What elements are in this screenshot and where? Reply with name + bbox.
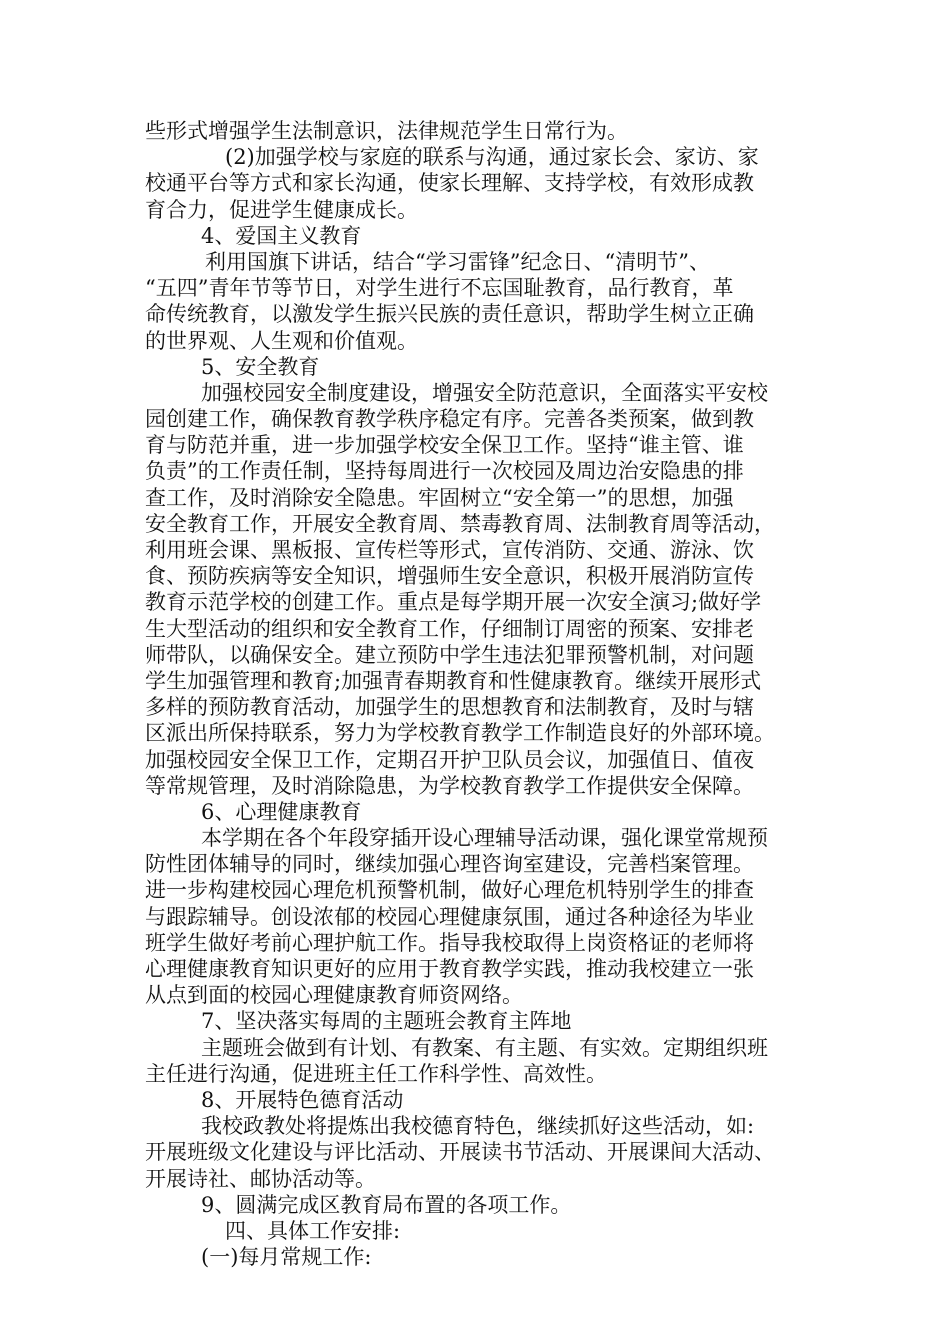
text-line: 主任进行沟通，促进班主任工作科学性、高效性。	[145, 1061, 607, 1086]
text-line: “五四”青年节等节日，对学生进行不忘国耻教育，品行教育，革	[145, 276, 734, 301]
text-line: 四、具体工作安排:	[225, 1218, 401, 1243]
text-line: 8、开展特色德育活动	[201, 1087, 404, 1112]
text-line: 些形式增强学生法制意识，法律规范学生日常行为。	[145, 119, 628, 143]
text-line: 利用班会课、黑板报、宣传栏等形式，宣传消防、交通、游泳、饮	[145, 538, 754, 562]
text-line: 开展班级文化建设与评比活动、开展读书节活动、开展课间大活动、	[145, 1140, 775, 1165]
text-line: 命传统教育，以激发学生振兴民族的责任意识，帮助学生树立正确	[145, 302, 754, 327]
text-line: 查工作，及时消除安全隐患。牢固树立“安全第一”的思想，加强	[145, 485, 734, 510]
text-line: 主题班会做到有计划、有教案、有主题、有实效。定期组织班	[201, 1035, 768, 1060]
text-line: 校通平台等方式和家长沟通，使家长理解、支持学校，有效形成教	[145, 171, 754, 196]
text-line: 区派出所保持联系，努力为学校教育教学工作制造良好的外部环境。	[145, 721, 775, 746]
text-line: 安全教育工作，开展安全教育周、禁毒教育周、法制教育周等活动，	[145, 511, 775, 536]
text-line: 教育示范学校的创建工作。重点是每学期开展一次安全演习;做好学	[145, 590, 762, 615]
text-line: 等常规管理，及时消除隐患，为学校教育教学工作提供安全保障。	[145, 773, 754, 798]
text-line: 与跟踪辅导。创设浓郁的校园心理健康氛围，通过各种途径为毕业	[145, 904, 754, 929]
text-line: 多样的预防教育活动，加强学生的思想教育和法制教育，及时与辖	[145, 695, 754, 720]
text-line: 9、圆满完成区教育局布置的各项工作。	[201, 1192, 572, 1217]
text-line: 7、坚决落实每周的主题班会教育主阵地	[201, 1009, 572, 1034]
text-line: 开展诗社、邮协活动等。	[145, 1166, 376, 1191]
text-line: 防性团体辅导的同时，继续加强心理咨询室建设，完善档案管理。	[145, 852, 754, 877]
text-line: 本学期在各个年段穿插开设心理辅导活动课，强化课堂常规预	[201, 826, 768, 851]
text-line: 生大型活动的组织和安全教育工作，仔细制订周密的预案、安排老	[145, 616, 754, 641]
text-line: 育合力，促进学生健康成长。	[145, 197, 418, 222]
text-line: 加强校园安全制度建设，增强安全防范意识，全面落实平安校	[201, 380, 768, 405]
text-line: 育与防范并重，进一步加强学校安全保卫工作。坚持“谁主管、谁	[145, 433, 744, 458]
text-line: 我校政教处将提炼出我校德育特色，继续抓好这些活动，如:	[201, 1114, 755, 1139]
text-line: 学生加强管理和教育;加强青春期教育和性健康教育。继续开展形式	[145, 668, 762, 693]
text-line: 4、爱国主义教育	[201, 223, 362, 248]
text-line: 园创建工作，确保教育教学秩序稳定有序。完善各类预案，做到教	[145, 407, 754, 432]
text-line: 5、安全教育	[201, 354, 320, 379]
text-line: 师带队，以确保安全。建立预防中学生违法犯罪预警机制，对问题	[145, 642, 754, 667]
text-line: 从点到面的校园心理健康教育师资网络。	[145, 983, 523, 1008]
document-body	[145, 118, 825, 1270]
text-line: 加强校园安全保卫工作，定期召开护卫队员会议，加强值日、值夜	[145, 747, 754, 772]
text-line: 进一步构建校园心理危机预警机制，做好心理危机特别学生的排查	[145, 878, 754, 903]
text-line: (一)每月常规工作:	[201, 1245, 372, 1270]
text-line: 心理健康教育知识更好的应用于教育教学实践，推动我校建立一张	[145, 957, 754, 981]
text-line: (2)加强学校与家庭的联系与沟通，通过家长会、家访、家	[225, 145, 759, 170]
text-line: 利用国旗下讲话，结合“学习雷锋”纪念日、“清明节”、	[205, 249, 710, 274]
text-line: 食、预防疾病等安全知识，增强师生安全意识，积极开展消防宣传	[145, 564, 754, 589]
text-line: 的世界观、人生观和价值观。	[145, 328, 418, 353]
text-line: 6、心理健康教育	[201, 799, 362, 824]
text-line: 班学生做好考前心理护航工作。指导我校取得上岗资格证的老师将	[145, 930, 754, 955]
text-line: 负责”的工作责任制，坚持每周进行一次校园及周边治安隐患的排	[145, 459, 744, 484]
